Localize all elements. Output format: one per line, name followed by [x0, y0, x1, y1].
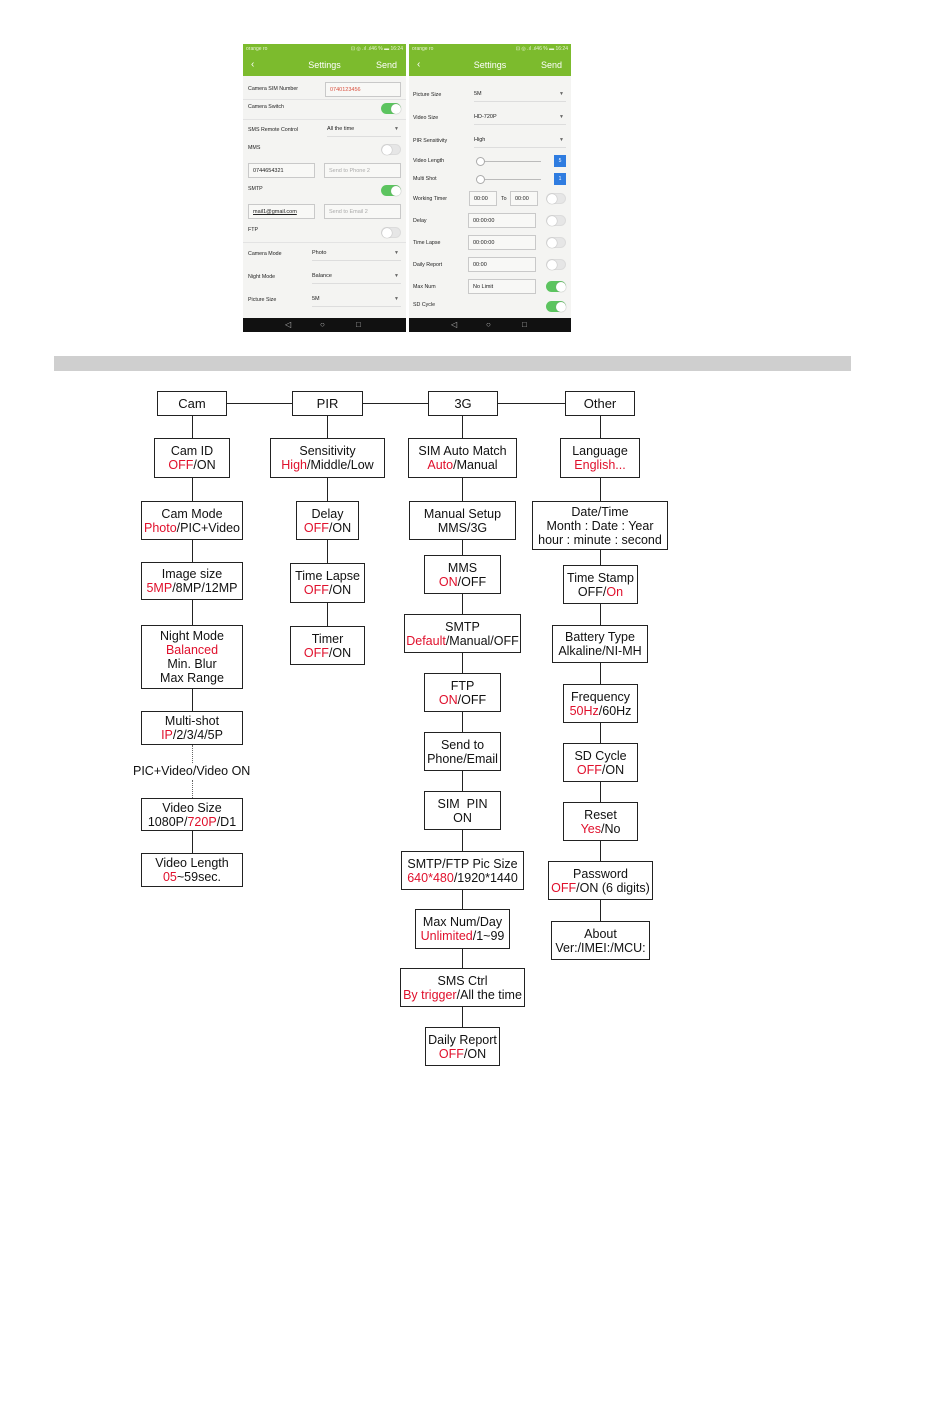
option-values: [144, 521, 240, 535]
connector: [462, 594, 463, 614]
default-value: Photo: [143, 520, 177, 535]
status-icons: ⊡ ◎ .ıl .ıl46 % ▬ 16:24: [515, 46, 568, 52]
status-icons: ⊡ ◎ .ıl .ıl46 % ▬ 16:24: [350, 46, 403, 52]
slider-knob[interactable]: [476, 157, 485, 166]
night-mode-value: Balance: [312, 273, 332, 279]
phone1-field[interactable]: 0744654321: [248, 163, 315, 178]
picture-size-value: 5M: [312, 296, 320, 302]
option-title: Daily Report: [428, 1032, 497, 1047]
max-num-toggle[interactable]: [546, 281, 566, 292]
dropdown-arrow-icon: ▼: [394, 126, 399, 132]
working-timer-to[interactable]: 00:00: [510, 191, 538, 206]
reset-box: [563, 802, 638, 841]
default-value: OFF: [303, 645, 329, 660]
default-value: 5MP: [146, 581, 173, 595]
dropdown-arrow-icon: ▼: [559, 114, 564, 120]
other-values: /OFF: [457, 574, 487, 589]
option-title: MMS: [447, 560, 478, 575]
option-values: [148, 815, 236, 829]
header-label: PIR: [316, 395, 339, 411]
other-values: /ON: [328, 645, 352, 660]
cam-mode-box: [141, 501, 243, 540]
option-title: Send to: [440, 737, 485, 752]
default-value: Balanced: [165, 643, 219, 657]
default-value: Auto: [427, 458, 454, 472]
date-time-box: [532, 501, 668, 550]
sim-number-field[interactable]: 0740123456: [325, 82, 401, 97]
time-lapse-label: Time Lapse: [413, 240, 441, 246]
option-title: SMTP: [445, 619, 480, 634]
option-title: Sensitivity: [299, 444, 356, 458]
sms-remote-value: All the time: [327, 126, 355, 132]
default-value: OFF: [551, 880, 577, 895]
other-values: /ON: [463, 1046, 487, 1061]
phone2-field[interactable]: Send to Phone 2: [324, 163, 401, 178]
toggle-knob: [547, 260, 557, 270]
menu-header-cam: [157, 391, 227, 416]
app-bar: [243, 54, 406, 76]
connector: [600, 550, 601, 565]
default-value: 50Hz: [569, 703, 599, 718]
connector: [600, 604, 601, 625]
slider-knob[interactable]: [476, 175, 485, 184]
battery-type-box: [552, 625, 648, 663]
video-length-value: 5: [554, 155, 566, 167]
default-value: By trigger: [403, 987, 457, 1002]
header-label: Cam: [178, 395, 206, 411]
connector: [600, 478, 601, 501]
sd-cycle-toggle[interactable]: [546, 301, 566, 312]
option-value: MMS/3G: [437, 520, 488, 535]
default-value: On: [606, 584, 624, 599]
other-values: /ON (6 digits): [576, 880, 650, 895]
pic-size-box: [401, 851, 524, 890]
other-values: /1920*1440: [453, 870, 518, 885]
connector: [327, 478, 328, 501]
working-timer-toggle[interactable]: [546, 193, 566, 204]
divider: [243, 119, 406, 120]
about-box: [551, 921, 650, 960]
video-size-label: Video Size: [413, 115, 439, 121]
connector: [462, 890, 463, 909]
toggle-knob: [391, 104, 401, 114]
option-values: [146, 581, 237, 595]
sms-remote-select[interactable]: [327, 124, 401, 137]
sd-cycle-label: SD Cycle: [413, 302, 436, 308]
option-title: Time Lapse: [295, 569, 360, 583]
max-num-box: [415, 909, 510, 949]
daily-report-box: [425, 1027, 500, 1066]
option-title: About: [584, 926, 617, 941]
video-size-box: [141, 798, 243, 831]
night-mode-box: [141, 625, 243, 689]
option-title: Date/Time: [571, 504, 629, 519]
default-value: OFF: [303, 520, 329, 535]
option-title: Password: [573, 866, 628, 881]
option-values: [163, 870, 221, 884]
delay-field[interactable]: 00:00:00: [468, 213, 536, 228]
section-separator-bar: [54, 356, 851, 371]
video-length-label: Video Length: [413, 158, 445, 164]
other-values: /OFF: [457, 692, 487, 707]
connector: [192, 540, 193, 562]
connector: [192, 478, 193, 501]
divider: [243, 242, 406, 243]
connector: [600, 723, 601, 743]
connector: [600, 663, 601, 684]
option-title: Video Length: [155, 856, 229, 870]
night-mode-select[interactable]: [312, 271, 401, 284]
other-values: /ON: [328, 520, 352, 535]
default-value: IP: [161, 728, 173, 742]
option-values: [581, 822, 621, 836]
send-button[interactable]: Send: [375, 60, 397, 70]
other-values: /2/3/4/5P: [172, 728, 223, 742]
dotted-connector: [192, 780, 193, 798]
dropdown-arrow-icon: ▼: [394, 250, 399, 256]
option-values: [281, 458, 373, 472]
other-values: OFF/: [577, 584, 607, 599]
working-timer-from[interactable]: 00:00: [469, 191, 497, 206]
connector: [192, 600, 193, 625]
connector: [462, 771, 463, 791]
other-values: /All the time: [456, 987, 522, 1002]
camera-mode-value: Photo: [312, 250, 327, 256]
option-title: FTP: [450, 678, 475, 693]
option-values: [304, 583, 351, 597]
option-title: Delay: [311, 506, 344, 521]
menu-header-3g: [428, 391, 498, 416]
connector: [462, 653, 463, 673]
mms-box: [424, 555, 501, 594]
header-label: 3G: [454, 395, 472, 411]
pir-delay-box: [296, 501, 359, 540]
cam-id-box: [154, 438, 230, 478]
max-num-field[interactable]: No Limit: [468, 279, 536, 294]
back-icon[interactable]: ‹: [251, 59, 255, 70]
email2-field[interactable]: Send to Email 2: [324, 204, 401, 219]
status-bar: [409, 44, 571, 54]
connector: [462, 830, 463, 851]
option-title: SMTP/FTP Pic Size: [407, 856, 518, 871]
option-title: Time Stamp: [567, 570, 634, 585]
camera-mode-select[interactable]: [312, 248, 401, 261]
connector: [363, 403, 428, 404]
send-to-box: [424, 732, 501, 771]
default-value: 720P: [187, 814, 217, 829]
option-title: Max Num/Day: [422, 915, 503, 929]
option-value: hour : minute : second: [538, 532, 662, 547]
default-value: OFF: [438, 1046, 464, 1061]
option-values: [168, 458, 215, 472]
other-values: /Manual/OFF: [445, 633, 519, 648]
connector: [192, 831, 193, 853]
sim-number-label: Camera SIM Number: [248, 86, 299, 92]
video-length-box: [141, 853, 243, 887]
sim-auto-match-box: [408, 438, 517, 478]
language-box: [560, 438, 640, 478]
working-timer-to-label: To: [501, 196, 507, 202]
default-value: Yes: [580, 821, 601, 836]
option-title: SIM PIN: [437, 796, 488, 811]
option-values: [304, 521, 351, 535]
option-title: Battery Type: [565, 630, 635, 644]
mms-label: MMS: [248, 145, 261, 151]
sms-ctrl-box: [400, 968, 525, 1007]
option-value: Phone/Email: [427, 751, 498, 766]
option-title: SIM Auto Match: [418, 444, 507, 458]
daily-report-toggle[interactable]: [546, 259, 566, 270]
other-values: /PIC+Video: [176, 520, 241, 535]
default-value: OFF: [168, 458, 194, 472]
connector: [227, 403, 292, 404]
default-value: OFF: [576, 762, 602, 777]
app-bar: [409, 54, 571, 76]
connector: [327, 603, 328, 626]
option-title: Multi-shot: [164, 714, 220, 728]
back-icon[interactable]: ‹: [417, 59, 421, 70]
multi-shot-box: [141, 711, 243, 745]
option-values: [161, 728, 223, 742]
camera-mode-label: Camera Mode: [248, 251, 282, 257]
carrier-label: orange ro: [412, 46, 434, 52]
default-value: ON: [438, 574, 458, 589]
header-label: Other: [583, 395, 617, 411]
option-values: [551, 881, 650, 895]
night-mode-label: Night Mode: [248, 274, 276, 280]
pir-sensitivity-label: PIR Sensitivity: [413, 138, 448, 144]
option-values: [577, 763, 624, 777]
email1-field[interactable]: mail1@gmail.com: [248, 204, 315, 219]
time-lapse-box: [290, 563, 365, 603]
option-values: [427, 458, 497, 472]
max-num-label: Max Num: [413, 284, 436, 290]
sd-cycle-box: [563, 743, 638, 782]
multi-shot-value: 1: [554, 173, 566, 185]
other-values: /ON: [193, 458, 216, 472]
dropdown-arrow-icon: ▼: [559, 137, 564, 143]
option-values: [406, 634, 519, 648]
default-value: High: [281, 458, 307, 472]
manual-setup-box: [409, 501, 516, 540]
send-button[interactable]: Send: [540, 60, 562, 70]
camera-switch-toggle[interactable]: [381, 103, 401, 114]
option-title: Timer: [311, 631, 344, 646]
option-values: [439, 575, 486, 589]
divider: [243, 99, 406, 100]
pir-sensitivity-select[interactable]: [474, 135, 566, 148]
connector: [498, 403, 565, 404]
default-value: 640*480: [407, 870, 454, 885]
toggle-knob: [547, 238, 557, 248]
video-size-select[interactable]: [474, 112, 566, 125]
default-value: OFF: [303, 583, 329, 597]
nav-recent-icon[interactable]: □: [356, 320, 361, 329]
sms-remote-label: SMS Remote Control: [248, 127, 299, 133]
picture-size-label: Picture Size: [248, 297, 277, 303]
option-values: [439, 1047, 486, 1061]
connector: [462, 478, 463, 501]
nav-back-icon[interactable]: ◁: [451, 320, 458, 329]
video-length-slider[interactable]: [477, 161, 541, 162]
option-value: Alkaline/NI-MH: [558, 644, 642, 658]
toggle-knob: [382, 228, 392, 238]
other-values: /1~99: [472, 929, 505, 943]
app-title: Settings: [308, 60, 341, 70]
dotted-connector: [192, 745, 193, 763]
nav-recent-icon[interactable]: □: [522, 320, 527, 329]
connector: [600, 416, 601, 438]
carrier-label: orange ro: [246, 46, 268, 52]
picture-size-select[interactable]: [474, 89, 566, 102]
other-values: 1080P/: [147, 814, 188, 829]
multi-shot-slider[interactable]: [477, 179, 541, 180]
menu-header-pir: [292, 391, 363, 416]
camera-switch-label: Camera Switch: [248, 104, 284, 110]
option-values: [407, 871, 518, 885]
mms-toggle[interactable]: [381, 144, 401, 155]
video-condition-note: PIC+Video/Video ON: [133, 764, 251, 778]
option-title: Reset: [584, 807, 617, 822]
delay-label: Delay: [413, 218, 427, 224]
option-values: [578, 585, 623, 599]
option-title: Night Mode: [160, 629, 224, 643]
option-title: Language: [572, 444, 628, 458]
toggle-knob: [382, 145, 392, 155]
option-value: Max Range: [160, 671, 224, 685]
connector: [600, 841, 601, 861]
android-nav-bar: [409, 318, 571, 332]
other-values: /8MP/12MP: [172, 581, 238, 595]
option-values: [421, 929, 505, 943]
default-value: English...: [574, 458, 626, 472]
ftp-label: FTP: [248, 227, 259, 233]
other-values: /60Hz: [598, 703, 632, 718]
toggle-knob: [391, 186, 401, 196]
time-lapse-field[interactable]: 00:00:00: [468, 235, 536, 250]
option-title: Image size: [161, 567, 223, 581]
smtp-label: SMTP: [248, 186, 263, 192]
dropdown-arrow-icon: ▼: [394, 296, 399, 302]
other-values: /Manual: [453, 458, 498, 472]
video-size-value: HD-720P: [474, 114, 497, 120]
password-box: [548, 861, 653, 900]
image-size-box: [141, 562, 243, 600]
nav-back-icon[interactable]: ◁: [285, 320, 292, 329]
pir-sensitivity-value: High: [474, 137, 486, 143]
toggle-knob: [547, 194, 557, 204]
sim-pin-box: [424, 791, 501, 830]
option-values: [304, 646, 351, 660]
option-title: SD Cycle: [574, 748, 627, 763]
nav-home-icon[interactable]: ○: [486, 320, 491, 329]
toggle-knob: [547, 216, 557, 226]
connector: [462, 416, 463, 438]
option-values: [439, 693, 486, 707]
picture-size-label: Picture Size: [413, 92, 442, 98]
option-title: Video Size: [162, 800, 222, 815]
multi-shot-label: Multi Shot: [413, 176, 437, 182]
connector: [327, 416, 328, 438]
timer-box: [290, 626, 365, 665]
option-title: Manual Setup: [423, 506, 502, 521]
toggle-knob: [556, 282, 566, 292]
other-values: /No: [600, 821, 621, 836]
menu-header-other: [565, 391, 635, 416]
other-values: /ON: [601, 762, 625, 777]
other-values: /ON: [328, 583, 352, 597]
connector: [600, 782, 601, 802]
connector: [192, 689, 193, 711]
default-value: ON: [438, 692, 458, 707]
working-timer-label: Working Timer: [413, 196, 448, 202]
picture-size-value: 5M: [474, 91, 482, 97]
toggle-knob: [556, 302, 566, 312]
default-value: Unlimited: [420, 929, 473, 943]
option-value: Ver:/IMEI:/MCU:: [555, 940, 646, 955]
time-lapse-toggle[interactable]: [546, 237, 566, 248]
option-values: [403, 988, 522, 1002]
connector: [192, 416, 193, 438]
app-title: Settings: [473, 60, 507, 70]
default-value: 05: [162, 870, 177, 884]
time-stamp-box: [563, 565, 638, 604]
ftp-box: [424, 673, 501, 712]
picture-size-select[interactable]: [312, 294, 401, 307]
option-values: [570, 704, 632, 718]
phone-screenshot-left: [243, 44, 406, 332]
connector: [600, 900, 601, 921]
status-bar: [243, 44, 406, 54]
option-value: ON: [453, 810, 472, 825]
option-value: Min. Blur: [167, 657, 217, 671]
option-value: Month : Date : Year: [546, 518, 654, 533]
default-value: Default: [406, 633, 446, 648]
phone-screenshot-right: [409, 44, 571, 332]
option-title: SMS Ctrl: [437, 973, 488, 988]
other-values: /Middle/Low: [307, 458, 374, 472]
connector: [462, 540, 463, 555]
connector: [462, 712, 463, 732]
option-title: Frequency: [570, 689, 631, 704]
other-values: /D1: [216, 814, 237, 829]
daily-report-label: Daily Report: [413, 262, 443, 268]
android-nav-bar: [243, 318, 406, 332]
dropdown-arrow-icon: ▼: [559, 91, 564, 97]
smtp-toggle[interactable]: [381, 185, 401, 196]
connector: [327, 540, 328, 563]
option-title: Cam ID: [170, 444, 214, 458]
daily-report-field[interactable]: 00:00: [468, 257, 536, 272]
option-title: Cam Mode: [161, 506, 223, 521]
delay-toggle[interactable]: [546, 215, 566, 226]
smtp-box: [404, 614, 521, 653]
ftp-toggle[interactable]: [381, 227, 401, 238]
frequency-box: [563, 684, 638, 723]
sensitivity-box: [270, 438, 385, 478]
connector: [462, 949, 463, 968]
connector: [462, 1007, 463, 1027]
other-values: ~59sec.: [176, 870, 222, 884]
dropdown-arrow-icon: ▼: [394, 273, 399, 279]
nav-home-icon[interactable]: ○: [320, 320, 325, 329]
